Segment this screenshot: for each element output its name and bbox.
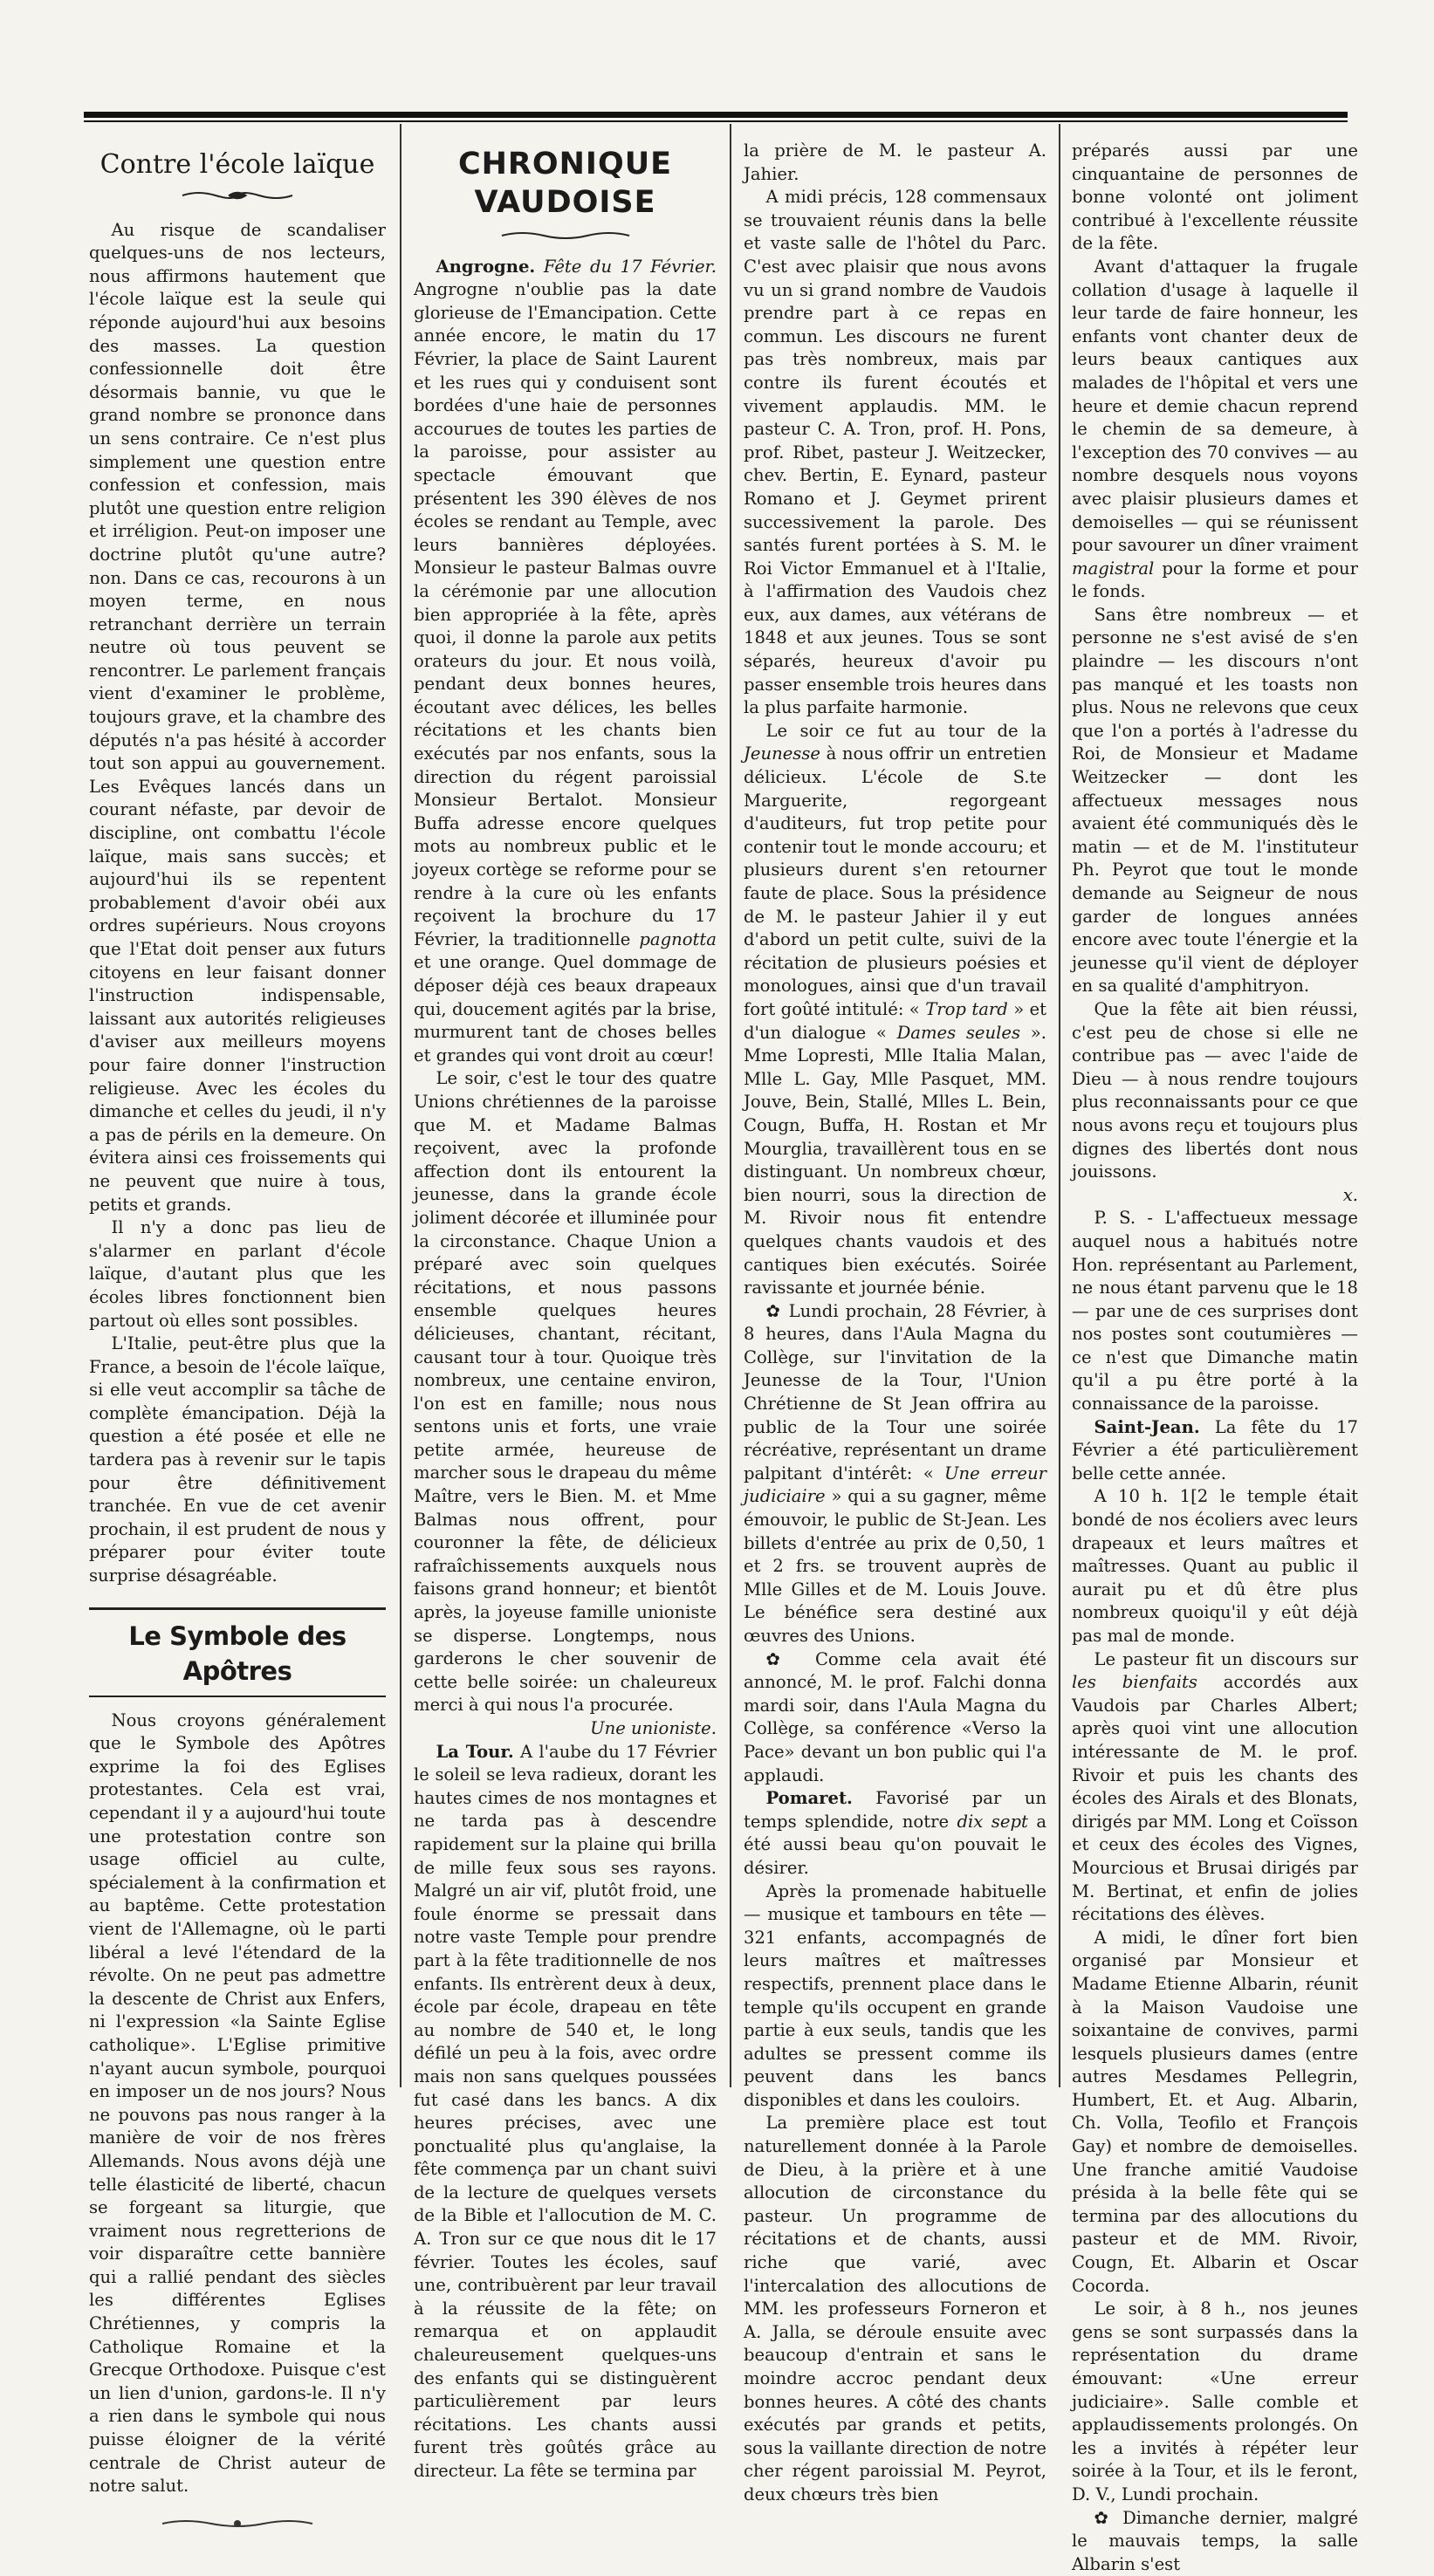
paragraph: Que la fête ait bien réussi, c'est peu de chose si elle ne contribue pas — avec l'aide de Dieu — à nous rendre toujours plus reconnaissants pour ce que nous avons reçu et toujours plus dignes des libertés dont nous jouissons. <box>1072 998 1358 1182</box>
bullet-icon: ✿ <box>765 1648 795 1669</box>
place-name: Pomaret. <box>765 1788 853 1809</box>
paragraph <box>1072 256 1358 604</box>
flourish-icon <box>500 230 631 242</box>
place-name: La Tour. <box>436 1741 514 1762</box>
paragraph: Au risque de scandaliser quelques-uns de nos lecteurs, nous affirmons hautement que l'école laïque est la seule qui réponde aujourd'hui aux besoins des masses. La question confessionnelle doit être désormais bannie, vu que le grand nombre se prononce dans un sens contraire. Ce n'est plus simplement une question entre confession et confession, mais plutôt une question entre religion et irréligion. Peut-on imposer une doctrine plutôt qu'une autre? non. Dans ce cas, recourons à un moyen terme, en nous retranchant derrière un terrain neutre où tous peuvent se rencontrer. Le parlement français vient d'examiner le problème, toujours grave, et la chambre des députés n'a pas hésité à accorder tout son appui au gouvernement. Les Evêques lancés dans un courant néfaste, par devoir de discipline, ont combattu l'école laïque, mais sans succès; et aujourd'hui ils se repentent probablement d'avoir obéi aux ordres supérieurs. Nous croyons que l'Etat doit penser aux futurs citoyens en leur faisant donner l'instruction indispensable, laissant aux autorités religieuses d'aviser aux meilleurs moyens pour faire donner l'instruction religieuse. Avec les écoles du dimanche et celles du jeudi, il n'y a pas de périls en la demeure. On évitera ainsi ces froissements qui ne peuvent que nuire à tous, petits et grands. <box>89 219 386 1215</box>
column-3 <box>738 140 1052 2504</box>
paragraph: Nous croyons généralement que le Symbole des Apôtres exprime la foi des Eglises protestantes. Cela est vrai, cependant il y a aujourd'hui toute une protestation contre son usage officiel au culte, spécialement à la confirmation et au baptême. Cette protestation vient de l'Allemagne, où le parti libéral a levé l'étendard de la révolte. On ne peut pas admettre la descente de Christ aux Enfers, ni l'expression «la Sainte Eglise catholique». L'Eglise primitive n'ayant aucun symbole, pourquoi en imposer un de nos jours? Nous ne pouvons pas nous ranger à la manière de voir de nos frères Allemands. Nous avons déjà une telle élasticité de liberté, chacun se forgeant sa liturgie, que vraiment nous regretterions de voir disparaître cette bannière qui a rallié pendant des siècles les différentes Eglises Chrétiennes, y compris la Catholique Romaine et la Grecque Orthodoxe. Puisque c'est un lien d'union, gardons-le. Il n'y a rien dans le symbole qui nous puisse éloigner de la vérité centrale de Christ auteur de notre salut. <box>89 1709 386 2497</box>
paragraph: La première place est tout naturellement donnée à la Parole de Dieu, à la prière et à une allocution de circonstance du pasteur. Un programme de récitations et de chants, aussi riche que varié, avec l'intercalation des allocutions de MM. les professeurs Forneron et A. Jalla, se déroule ensuite avec beaucoup d'entrain et sans le moindre accroc pendant deux bonnes heures. A côté des chants exécutés par grands et petits, sous la vaillante direction de notre cher régent paroissial M. Peyrot, deux chœurs très bien <box>744 2113 1046 2504</box>
flourish-icon <box>159 2517 316 2531</box>
article-title-symbole: Le Symbole des Apôtres <box>128 1620 346 1686</box>
paragraph <box>414 1741 717 2484</box>
paragraph: préparés aussi par une cinquantaine de personnes de bonne volonté ont joliment contribué à l'excellente réussite de la fête. <box>1072 140 1358 254</box>
paragraph-text: Angrogne n'oublie pas la date glorieuse de l'Emancipation. Cette année encore, le matin du 17 Février, la place de Saint Laurent et les rues qui y conduisent sont bordées d'une haie de personnes accourues de toutes les parties de la paroisse, pour assister au spectacle émouvant que présentent les 390 élèves de nos écoles se rendant au Temple, avec leurs bannières déployées. Monsieur le pasteur Balmas ouvre la cérémonie par une allocution bien appropriée à la fête, après quoi, il donne la parole aux petits orateurs du jour. Et nous voilà, pendant deux bonnes heures, écoutant avec délices, les belles récitations et les chants bien exécutés par nos enfants, sous la direction du régent paroissial Monsieur Bertalot. Monsieur Buffa adresse encore quelques mots au nombreux public et le joyeux cortège se reforme pour se rendre à la cure où les enfants reçoivent la brochure du 17 Février, la traditionnelle <box>414 279 717 949</box>
emphasis: magistral <box>1072 558 1155 579</box>
flourish-icon <box>181 189 294 202</box>
article-title-ecole-laique: Contre l'école laïque <box>99 149 375 180</box>
emphasis: les bienfaits <box>1072 1672 1197 1693</box>
place-name: Angrogne. <box>436 256 536 277</box>
masthead-rule <box>84 112 1348 122</box>
section-rule <box>89 1696 386 1697</box>
column-divider <box>1059 124 1060 2087</box>
paragraph <box>744 1787 1046 1880</box>
paragraph-text: pour la forme et pour le fonds. <box>1072 558 1359 602</box>
place-name: Saint-Jean. <box>1094 1416 1200 1437</box>
paragraph-text: Dimanche dernier, malgré le mauvais temps, la salle Albarin s'est <box>1072 2507 1359 2574</box>
paragraph: A 10 h. 1[2 le temple était bondé de nos écoliers avec leurs drapeaux et leurs maîtres et maîtresses. Quant au public il aurait pu et dû être plus nombreux quoiqu'il y eût déjà pas mal de monde. <box>1072 1486 1358 1646</box>
paragraph <box>744 1300 1046 1648</box>
signature: x. <box>1342 1184 1358 1205</box>
ornament-divider <box>414 225 717 249</box>
paragraph-text: Favorisé par un temps splendide, notre <box>744 1788 1046 1832</box>
paragraph-text: » et d'un dialogue « <box>744 998 1047 1043</box>
paragraph-text: à nous offrir un entretien délicieux. L'école de S.te Marguerite, regorgeant d'auditeurs, fut trop petite pour contenir tout le monde accouru; et plusieurs durent s'en retourner faute de place. Sous la présidence de M. le pasteur Jahier il y eut d'abord un petit culte, suivi de la récitation de plusieurs poésies et monologues, ainsi que d'un travail fort goûté intitulé: « <box>744 743 1046 1019</box>
paragraph-text: a été aussi beau qu'on pouvait le désirer. <box>744 1811 1047 1878</box>
paragraph: A midi précis, 128 commensaux se trouvaient réunis dans la belle et vaste salle de l'hôtel du Parc. C'est avec plaisir que nous avons vu un si grand nombre de Vaudois prendre part à ce repas en commun. Les discours ne furent pas très nombreux, mais par contre ils furent écoutés et vivement applaudis. MM. le pasteur C. A. Tron, prof. H. Pons, prof. Ribet, pasteur J. Weitzecker, chev. Bertin, E. Eynard, pasteur Romano et J. Geymet prirent successivement la parole. Des santés furent portées à S. M. le Roi Victor Emmanuel et à l'Italie, à l'affirmation des Vaudois chez eux, aux dames, aux vétérans de 1848 et aux jeunes. Tous se sont séparés, heureux d'avoir pu passer ensemble trois heures dans la plus parfaite harmonie. <box>744 187 1046 718</box>
paragraph: Le soir, à 8 h., nos jeunes gens se sont surpassés dans la représentation du drame émouvant: «Une erreur judiciaire». Salle comble et applaudissements prolongés. On les a invités à répéter leur soirée à la Tour, et ils le feront, D. V., Lundi prochain. <box>1072 2299 1358 2504</box>
column-4 <box>1067 140 1363 2574</box>
paragraph: Il n'y a donc pas lieu de s'alarmer en parlant d'école laïque, d'autant plus que les écoles libres fonctionnent bien partout où elles sont possibles. <box>89 1217 386 1331</box>
paragraph-text: Avant d'attaquer la frugale collation d'usage à laquelle il leur tarde de faire honneur, les enfants vont chanter deux de leurs beaux cantiques aux malades de l'hôpital et vers une heure et demie chacun reprend le chemin de sa demeure, à l'exception des 70 convives — au nombre desquels nous voyons avec plaisir plusieurs dames et demoiselles — qui se réunissent pour savourer un dîner vraiment <box>1072 256 1358 556</box>
section-rule <box>89 1607 386 1610</box>
column-divider <box>730 124 731 2087</box>
column-divider <box>400 124 401 2087</box>
emphasis: Trop tard <box>925 998 1008 1019</box>
end-ornament <box>89 2514 386 2538</box>
column-1 <box>84 140 391 2497</box>
emphasis: dix sept <box>957 1811 1028 1832</box>
ornament-divider <box>89 185 386 209</box>
paragraph <box>1072 1648 1358 1927</box>
emphasis: Dames seules <box>896 1022 1021 1043</box>
paragraph <box>414 256 717 1068</box>
paragraph: A midi, le dîner fort bien organisé par Monsieur et Madame Etienne Albarin, réunit à la Maison Vaudoise une soixantaine de convives, parmi lesquels plusieurs dames (entre autres Mesdames Pellegrin, Humbert, Et. et Aug. Albarin, Ch. Volla, Teofilo et François Gay) et nombre de demoiselles. Une franche amitié Vaudoise présida à la belle fête qui se termina par des allocutions du pasteur et de MM. Rivoir, Cougn, Et. Albarin et Oscar Cocorda. <box>1072 1927 1358 2296</box>
paragraph <box>1072 1416 1358 1486</box>
bullet-icon: ✿ <box>765 1300 782 1321</box>
paragraph-text: » qui a su gagner, même émouvoir, le public de St-Jean. Les billets d'entrée au prix de 0,50, 1 et 2 frs. se trouvent auprès de Mlle Gilles et de M. Louis Jouve. Le bénéfice sera destiné aux œuvres des Unions. <box>744 1486 1047 1646</box>
emphasis: Une erreur judiciaire <box>744 1463 1046 1507</box>
paragraph-text: Le soir ce fut au tour de la <box>765 720 1046 741</box>
paragraph-text: Comme cela avait été annoncé, M. le prof. Falchi donna mardi soir, dans l'Aula Magna du Collège, sa conférence «Verso la Pace» devant un bon public qui l'a applaudi. <box>744 1648 1047 1785</box>
paragraph-text: et une orange. Quel dommage de déposer déjà ces beaux drapeaux qui, doucement agités par la brise, murmurent tant de choses belles et grandes qui vont droit au cœur! <box>414 952 717 1065</box>
paragraph-text: Le pasteur fit un discours sur <box>1094 1648 1358 1669</box>
paragraph-text: ». Mme Lopresti, Mlle Italia Malan, Mlle L. Gay, Mlle Pasquet, MM. Jouve, Bein, Stallé, Mlles L. Bein, Cougn, Buffa, H. Rostan et Mr Mourglia, travaillèrent tous en se distinguant. Un nombreux chœur, bien nourri, sous la direction de M. Rivoir nous fit entendre quelques chants vaudois et des cantiques bien exécutés. Soirée ravissante et journée bénie. <box>744 1022 1046 1298</box>
emphasis: Jeunesse <box>744 743 820 764</box>
paragraph-text: A l'aube du 17 Février le soleil se leva radieux, dorant les hautes cimes de nos montagnes et ne tarda pas à descendre rapidement sur la plaine qui brilla de mille feux sous ses rayons. Malgré un air vif, plutôt froid, une foule énorme se pressait dans notre vaste Temple pour prendre part à la fête traditionnelle de nos enfants. Ils entrèrent deux à deux, école par école, drapeau en tête au nombre de 540 et, le long défilé un peu à la fois, avec ordre mais non sans quelques poussées fut casé dans les bancs. A dix heures précises, avec une ponctualité plus qu'anglaise, la fête commença par un chant suivi de la lecture de quelques versets de la Bible et l'allocution de M. C. A. Tron sur ce que nous dit le 17 février. Toutes les écoles, sauf une, contribuèrent par leur travail à la réussite de la fête; on remarqua et on applaudit chaleureusement quelques-uns des enfants qui se distinguèrent particulièrement par leurs récitations. Les chants aussi furent très goûtés grâce au directeur. La fête se termina par <box>414 1741 717 2481</box>
emphasis: pagnotta <box>639 928 717 949</box>
section-title-chronique: CHRONIQUE VAUDOISE <box>457 147 673 220</box>
signature: Une unioniste. <box>590 1718 717 1738</box>
paragraph: L'Italie, peut-être plus que la France, a besoin de l'école laïque, si elle veut accomplir sa tâche de complète émancipation. Déjà la question a été posée et elle ne tardera pas à revenir sur le tapis pour être définitivement tranchée. En vue de cet avenir prochain, il est prudent de nous y préparer pour éviter toute surprise désagréable. <box>89 1333 386 1586</box>
paragraph <box>744 1648 1046 1788</box>
paragraph <box>1072 2507 1358 2576</box>
subtitle: Fête du 17 Février. <box>543 256 717 277</box>
bullet-icon: ✿ <box>1094 2507 1113 2528</box>
paragraph: Sans être nombreux — et personne ne s'est avisé de s'en plaindre — les discours n'ont pas manqué et les toasts non plus. Nous ne relevons que ceux que l'on a portés à l'adresse du Roi, de Monsieur et Madame Weitzecker — dont les affectueux messages nous avaient été communiqués dès le matin — et de M. l'instituteur Ph. Peyrot que tout le monde demande au Seigneur de nous garder de longues années encore avec toute l'énergie et la jeunesse qu'il vient de déployer en sa qualité d'amphitryon. <box>1072 604 1358 997</box>
paragraph-text: La fête du 17 Février a été particulièrement belle cette année. <box>1072 1416 1358 1483</box>
paragraph: Après la promenade habituelle — musique et tambours en tête — 321 enfants, accompagnés de leurs maîtres et maîtresses respectifs, prennent place dans le temple qu'ils occupent en grande partie à eux seuls, tandis que les adultes se pressent comme ils peuvent dans les bancs disponibles et dans les couloirs. <box>744 1881 1046 2110</box>
paragraph-text: accordés aux Vaudois par Charles Albert; après quoi vint une allocution intéressante de M. le prof. Rivoir et puis les chants des écoles des Airals et des Blonats, dirigés par MM. Long et Coïsson et ceux des écoles des Vignes, Mourcious et Brusai dirigés par M. Bertinat, et enfin de jolies récitations des élèves. <box>1072 1672 1358 1925</box>
paragraph: P. S. - L'affectueux message auquel nous a habitués notre Hon. représentant au Parlement, ne nous étant parvenu que le 18 — par une de ces surprises dont nos postes sont coutumières — ce n'est que Dimanche matin qu'il a pu être porté à la connaissance de la paroisse. <box>1072 1208 1358 1415</box>
column-2 <box>408 140 722 2481</box>
paragraph: Le soir, c'est le tour des quatre Unions chrétiennes de la paroisse que M. et Madame Balmas reçoivent, avec la profonde affection dont ils entourent la jeunesse, dans la grande école joliment décorée et illuminée pour la circonstance. Chaque Union a préparé avec soin quelques récitations, et nous passons ensemble quelques heures délicieuses, chantant, récitant, causant tour à tour. Quoique très nombreux, une centaine environ, l'on est en famille; nous nous sentons unis et forts, une vraie petite armée, heureuse de marcher sous le drapeau du même Maître, vers le Bien. M. et Mme Balmas nous offrent, pour couronner la fête, de délicieux rafraîchissements auxquels nous faisons grand honneur; et bientôt après, la joyeuse famille unioniste se disperse. Longtemps, nous garderons le cher souvenir de cette belle soirée: un chaleureux merci à qui nous l'a procurée. <box>414 1068 717 1716</box>
paragraph: la prière de M. le pasteur A. Jahier. <box>744 140 1046 184</box>
paragraph <box>744 720 1046 1300</box>
paragraph-text: Lundi prochain, 28 Février, à 8 heures, dans l'Aula Magna du Collège, sur l'invitation de la Jeunesse de la Tour, l'Union Chrétienne de St Jean offrira au public de la Tour une soirée récréative, représentant un drame palpitant d'intérêt: « <box>744 1300 1046 1483</box>
